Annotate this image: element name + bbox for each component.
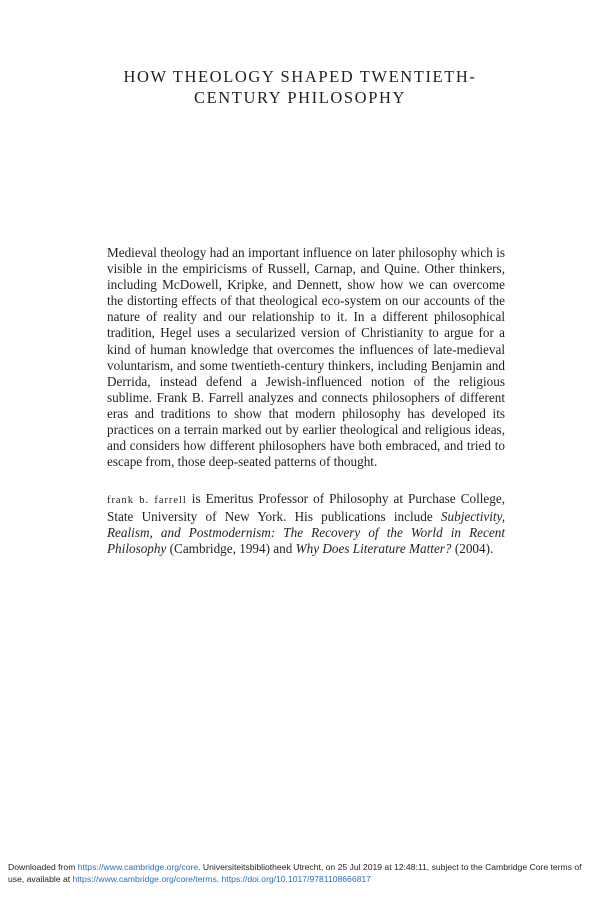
author-bio-text-3: (2004). bbox=[451, 541, 494, 557]
author-bio-text-2: (Cambridge, 1994) and bbox=[166, 541, 296, 557]
book-title-line-1: HOW THEOLOGY SHAPED TWENTIETH- bbox=[123, 67, 477, 86]
download-notice-prefix: Downloaded from bbox=[8, 862, 78, 872]
book-title-line-2: CENTURY PHILOSOPHY bbox=[194, 88, 406, 107]
book-description: Medieval theology had an important influence on later philosophy which is visible in the empiricisms of Russell, Carnap, and Quine. Other thinkers, including McDowell, Kripke, and Dennett, show how we can overcome the distorting effects of that theological eco-system on our accounts of the nature of reality and our relationship to it. In a different philosophical tradition, Hegel uses a secularized version of Christianity to argue for a kind of human knowledge that overcomes the influences of late-medieval voluntarism, and some twentieth-century thinkers, including Benjamin and Derrida, instead defend a Jewish-influenced notion of the religious sublime. Frank B. Farrell analyzes and connects philosophers of different eras and traditions to show that modern philosophy has developed its practices on a terrain marked out by earlier theological and religious ideas, and considers how different philosophers have both embraced, and tried to escape from, those deep-seated patterns of thought. bbox=[107, 245, 505, 470]
download-notice bbox=[8, 862, 596, 885]
cambridge-core-link[interactable]: https://www.cambridge.org/core bbox=[77, 862, 199, 872]
download-notice-middle: . Universiteitsbibliotheek Utrecht, on 25 Jul 2019 at 12:48:11, subject to the Cambridge Core terms of use, available at bbox=[8, 862, 582, 884]
book-title-subjectivity: Subjectivity, Realism, and Postmodernism: The Recovery of the World in Recent Philosophy bbox=[107, 509, 505, 557]
author-bio-text-1: is Emeritus Professor of Philosophy at Purchase College, State University of New York. His publications include bbox=[107, 491, 506, 525]
author-bio bbox=[107, 491, 505, 557]
book-title bbox=[60, 66, 540, 108]
terms-of-use-link[interactable]: https://www.cambridge.org/core/terms bbox=[72, 873, 217, 884]
download-notice-separator: . bbox=[216, 873, 222, 884]
author-name: frank b. farrell bbox=[107, 495, 187, 506]
doi-link[interactable]: https://doi.org/10.1017/9781108666817 bbox=[221, 873, 371, 884]
book-title-why-does-literature-matter: Why Does Literature Matter? bbox=[295, 541, 452, 557]
